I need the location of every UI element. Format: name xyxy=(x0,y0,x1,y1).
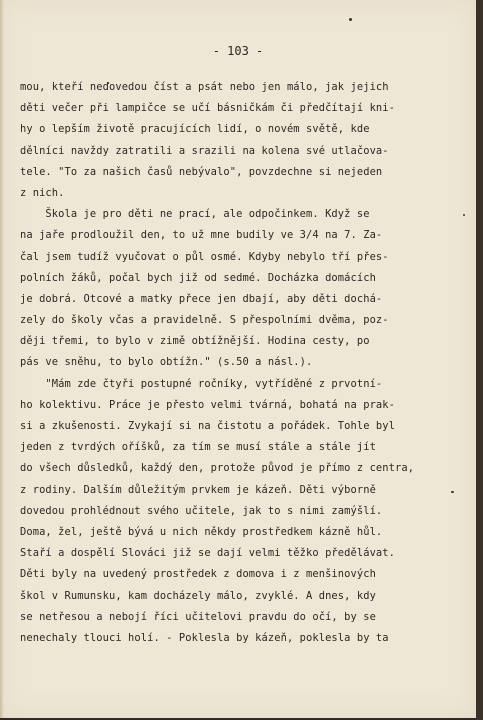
paper-speck xyxy=(463,214,465,216)
text-line: dělníci navždy zatratili a srazili na kolena své utlačova- xyxy=(20,144,389,157)
text-line: hy o lepším životě pracujících lidí, o novém světě, kde xyxy=(20,123,370,136)
scan-border xyxy=(476,0,483,720)
text-line: dovedou prohlédnout svého učitele, jak to s nimi zamýšlí. xyxy=(20,504,383,517)
text-line: nenechaly tlouci holí. - Poklesla by kázeň, poklesla by ta xyxy=(20,631,389,644)
text-line: z rodiny. Dalším důležitým prvkem je kázeň. Děti výborně xyxy=(20,483,376,496)
text-line: Škola je pro děti ne prací, ale odpočinkem. Když se xyxy=(20,208,370,221)
text-line: Staří a dospělí Slováci již se dají velmi těžko předělávat. xyxy=(20,547,395,560)
page-edge-shadow xyxy=(0,0,4,718)
text-line: je dobrá. Otcové a matky přece jen dbají, aby děti dochá- xyxy=(20,292,383,305)
text-line: Děti byly na uvedený prostředek z domova i z menšinových xyxy=(20,568,376,581)
text-line: čal jsem tudíž vyučovat o půl osmé. Kdyby nebylo tří přes- xyxy=(20,250,389,263)
text-line: se netřesou a nebojí říci učitelovi pravdu do očí, by se xyxy=(20,610,376,623)
text-line: polních žáků, počal bych již od sedmé. Docházka domácích xyxy=(20,271,376,284)
text-line: tele. "To za našich časů nebývalo", povzdechne si nejeden xyxy=(20,165,383,178)
text-line: škol v Rumunsku, kam docházely málo, zvyklé. A dnes, kdy xyxy=(20,589,376,602)
text-line: z nich. xyxy=(20,186,65,199)
text-line: ději třemi, to bylo v zimě obtížnější. Hodina cesty, po xyxy=(20,335,370,348)
text-line: si a zkušenosti. Zvykají si na čistotu a pořádek. Tohle byl xyxy=(20,420,395,432)
text-line: zely do školy včas a pravidelně. S přespolními dvěma, poz- xyxy=(20,314,389,327)
text-line: na jaře prodloužil den, to už mne budily ve 3/4 na 7. Za- xyxy=(20,229,383,242)
body-text xyxy=(20,77,460,649)
page-number: - 103 - xyxy=(212,44,264,58)
text-line: mou, kteří neďovedou číst a psát nebo jen málo, jak jejich xyxy=(20,81,389,93)
paper-speck xyxy=(451,491,454,493)
text-line: děti večer při lampičce se učí básničkám či předčítají kni- xyxy=(20,102,395,115)
text-line: do všech důsledků, každý den, protože původ je přímo z centra, xyxy=(20,462,415,475)
paper-speck xyxy=(349,18,352,21)
text-line: pás ve sněhu, to bylo obtížn." (s.50 a násl.). xyxy=(20,356,313,369)
text-line: "Mám zde čtyři postupné ročníky, vytříděné z prvotní- xyxy=(20,377,383,390)
text-line: ho kolektivu. Práce je přesto velmi tvárná, bohatá na prak- xyxy=(20,398,395,411)
text-line: Doma, žel, ještě bývá u nich někdy prostředkem kázně hůl. xyxy=(20,525,383,538)
text-line: jeden z tvrdých oříšků, za tím se musí stále a stále jít xyxy=(20,441,376,454)
